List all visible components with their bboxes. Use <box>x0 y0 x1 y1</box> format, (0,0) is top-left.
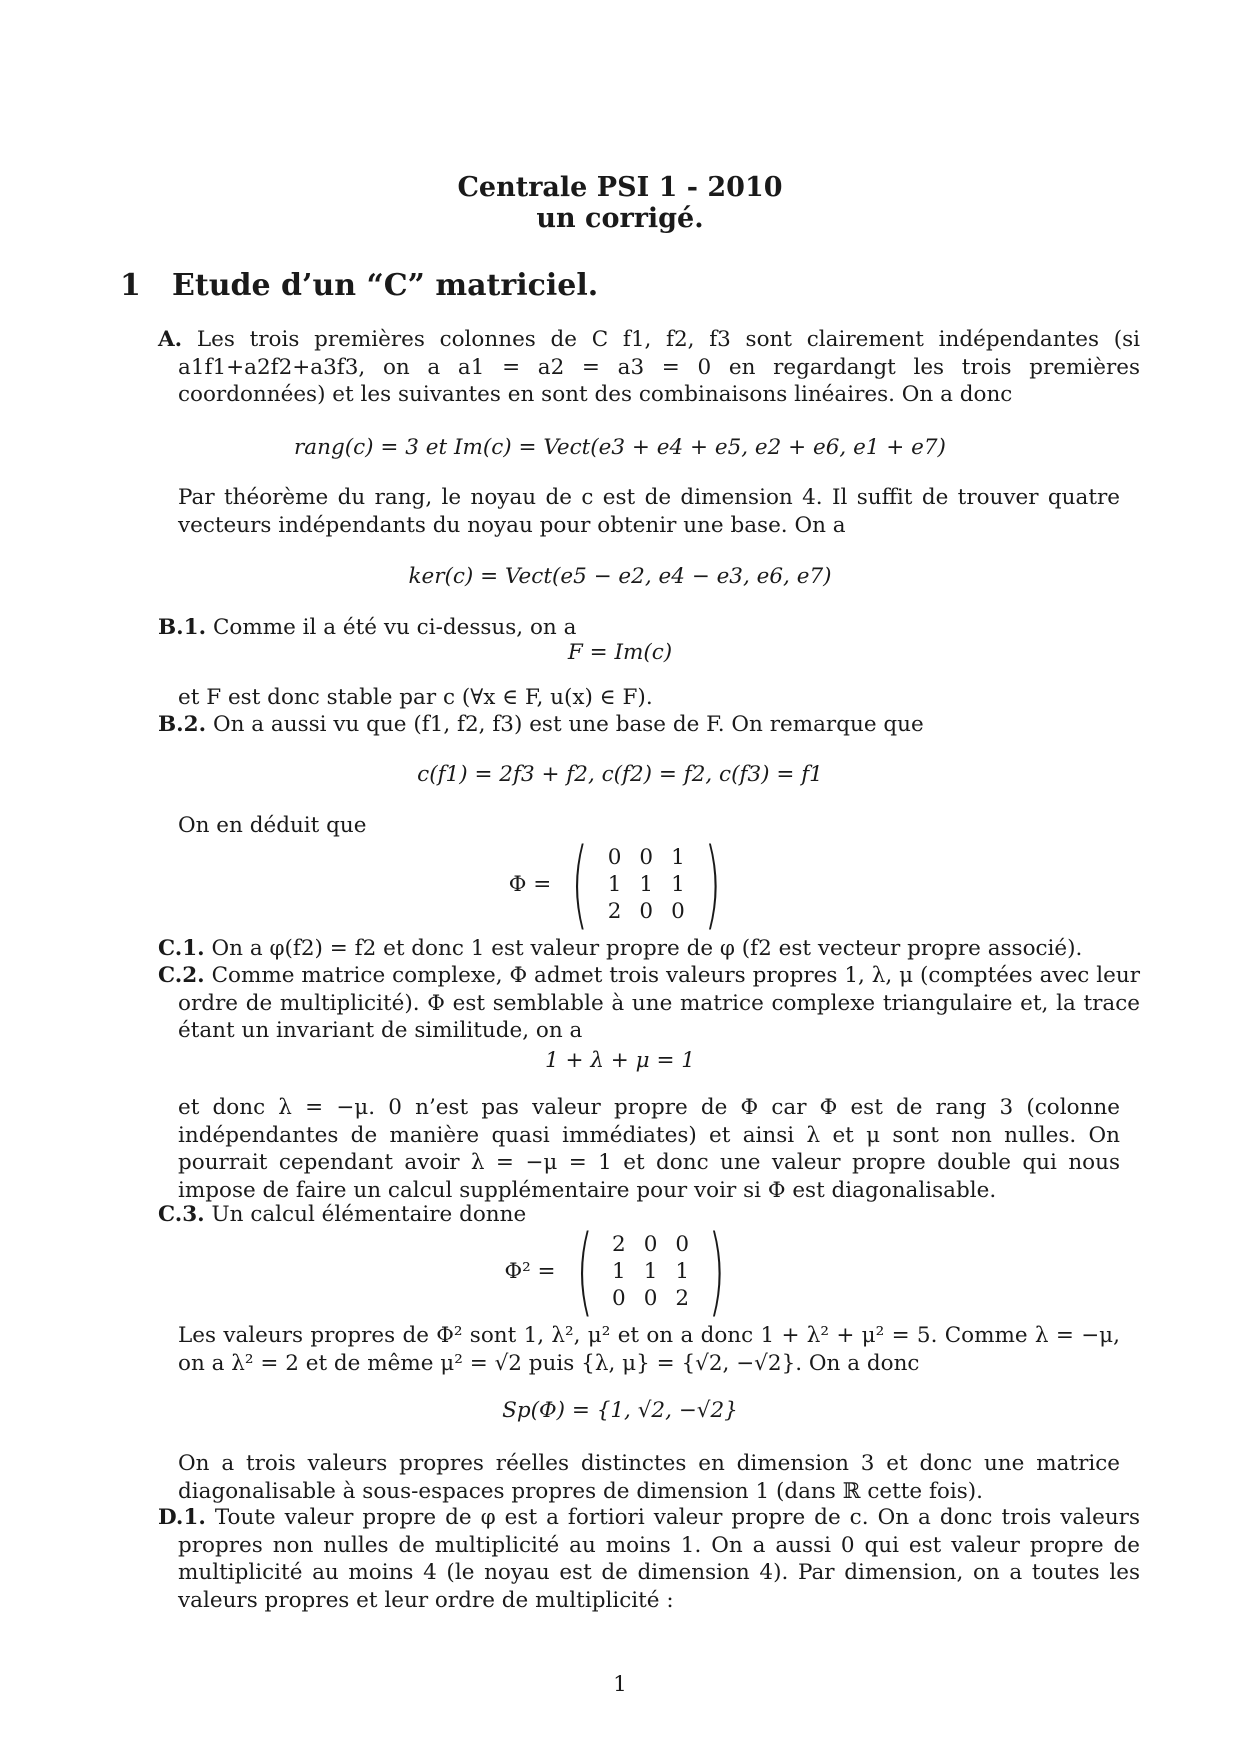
equation-trace: 1 + λ + μ = 1 <box>544 1048 695 1073</box>
label-C2: C.2. <box>158 963 205 988</box>
matrix-phi2-lhs: Φ² = <box>504 1258 556 1284</box>
doc-title: Centrale PSI 1 - 2010 <box>457 172 783 203</box>
matrix-phi <box>0 828 1240 940</box>
right-paren-icon: ) <box>708 1215 726 1327</box>
text-C2-1: Comme matrice complexe, Φ admet trois valeurs propres 1, λ, μ (comptées avec leur ordre de multiplicité). Φ est semblable à une matrice complexe triangulaire et, la trace étant un invariant de similitude, on a <box>178 963 1140 1043</box>
text-A-2: Par théorème du rang, le noyau de c est de dimension 4. Il suffit de trouver quatre vecteurs indépendants du noyau pour obtenir une base. On a <box>178 485 1120 538</box>
paragraph-B1 <box>158 614 1140 642</box>
paragraph-D1 <box>158 1504 1140 1614</box>
matrix-cell: 0 <box>643 1285 658 1311</box>
matrix-phi2-entries <box>603 1231 698 1312</box>
section-number: 1 <box>120 268 141 303</box>
equation-ker: ker(c) = Vect(e5 − e2, e4 − e3, e6, e7) <box>408 564 832 589</box>
matrix-phi-lhs: Φ = <box>508 871 552 897</box>
paragraph-A <box>158 326 1140 409</box>
paragraph-C1 <box>158 935 1140 963</box>
matrix-cell: 0 <box>607 844 622 870</box>
label-B2: B.2. <box>158 712 207 737</box>
matrix-cell: 0 <box>675 1231 690 1257</box>
label-A: A. <box>158 327 183 352</box>
paragraph-B2 <box>158 711 1140 739</box>
text-C3-2: Les valeurs propres de Φ² sont 1, λ², μ² et on a donc 1 + λ² + μ² = 5. Comme λ = −μ, on a λ² = 2 et de même μ² = √2 puis {λ, μ} = {√2, −√2}. On a donc <box>178 1323 1120 1376</box>
text-B1-1: Comme il a été vu ci-dessus, on a <box>212 615 577 640</box>
equation-F: F = Im(c) <box>567 640 673 665</box>
matrix-phi-entries <box>599 844 694 925</box>
label-C1: C.1. <box>158 936 205 961</box>
matrix-cell: 0 <box>639 844 654 870</box>
text-B2-1: On a aussi vu que (f1, f2, f3) est une base de F. On remarque que <box>212 712 924 737</box>
matrix-cell: 0 <box>671 898 685 924</box>
matrix-cell: 1 <box>639 871 654 897</box>
section-title: Etude d’un “C” matriciel. <box>172 268 599 303</box>
matrix-cell: 1 <box>675 1258 690 1284</box>
text-C3-3: On a trois valeurs propres réelles distinctes en dimension 3 et donc une matrice diagonalisable à sous-espaces propres de dimension 1 (dans ℝ cette fois). <box>178 1451 1120 1504</box>
matrix-cell: 0 <box>643 1231 658 1257</box>
page-number: 1 <box>613 1672 627 1697</box>
left-paren-icon: ( <box>571 828 589 940</box>
section-heading <box>120 268 598 303</box>
text-C2-2: et donc λ = −μ. 0 n’est pas valeur propre de Φ car Φ est de rang 3 (colonne indépendantes de manière quasi immédiates) et ainsi λ et μ sont non nulles. On pourrait cependant avoir λ = −μ = 1 et donc une valeur propre double qui nous impose de faire un calcul supplémentaire pour voir si Φ est diagonalisable. <box>178 1095 1120 1203</box>
text-C1: On a φ(f2) = f2 et donc 1 est valeur propre de φ (f2 est vecteur propre associé). <box>211 936 1083 961</box>
matrix-cell: 1 <box>671 844 685 870</box>
label-D1: D.1. <box>158 1505 206 1530</box>
text-D1: Toute valeur propre de φ est a fortiori valeur propre de c. On a donc trois valeurs propres non nulles de multiplicité au moins 1. On a aussi 0 qui est valeur propre de multiplicité au moins 4 (le noyau est de dimension 4). Par dimension, on a toutes les valeurs propres et leur ordre de multiplicité : <box>178 1505 1140 1613</box>
paragraph-C2 <box>158 962 1140 1045</box>
equation-c-f: c(f1) = 2f3 + f2, c(f2) = f2, c(f3) = f1 <box>417 762 823 787</box>
right-paren-icon: ) <box>704 828 721 940</box>
matrix-cell: 1 <box>612 1258 626 1284</box>
matrix-cell: 2 <box>607 898 622 924</box>
text-B2-2: On en déduit que <box>178 813 367 838</box>
matrix-cell: 1 <box>671 871 685 897</box>
matrix-cell: 0 <box>639 898 654 924</box>
doc-subtitle: un corrigé. <box>536 203 704 234</box>
equation-rang: rang(c) = 3 et Im(c) = Vect(e3 + e4 + e5, e2 + e6, e1 + e7) <box>294 435 946 460</box>
matrix-cell: 1 <box>607 871 622 897</box>
text-B1-2: et F est donc stable par c (∀x ∈ F, u(x) ∈ F). <box>178 685 653 710</box>
matrix-cell: 2 <box>675 1285 690 1311</box>
left-paren-icon: ( <box>575 1215 593 1327</box>
equation-spectrum: Sp(Φ) = {1, √2, −√2} <box>502 1398 738 1423</box>
matrix-cell: 2 <box>612 1231 626 1257</box>
text-C3-1: Un calcul élémentaire donne <box>211 1202 527 1227</box>
label-C3: C.3. <box>158 1202 205 1227</box>
matrix-phi-squared <box>0 1215 1240 1327</box>
matrix-cell: 1 <box>643 1258 658 1284</box>
matrix-cell: 0 <box>612 1285 626 1311</box>
label-B1: B.1. <box>158 615 207 640</box>
text-A-1: Les trois premières colonnes de C f1, f2, f3 sont clairement indépendantes (si a1f1+a2f2+a3f3, on a a1 = a2 = a3 = 0 en regardangt les trois premières coordonnées) et les suivantes en sont des combinaisons linéaires. On a donc <box>178 327 1140 407</box>
